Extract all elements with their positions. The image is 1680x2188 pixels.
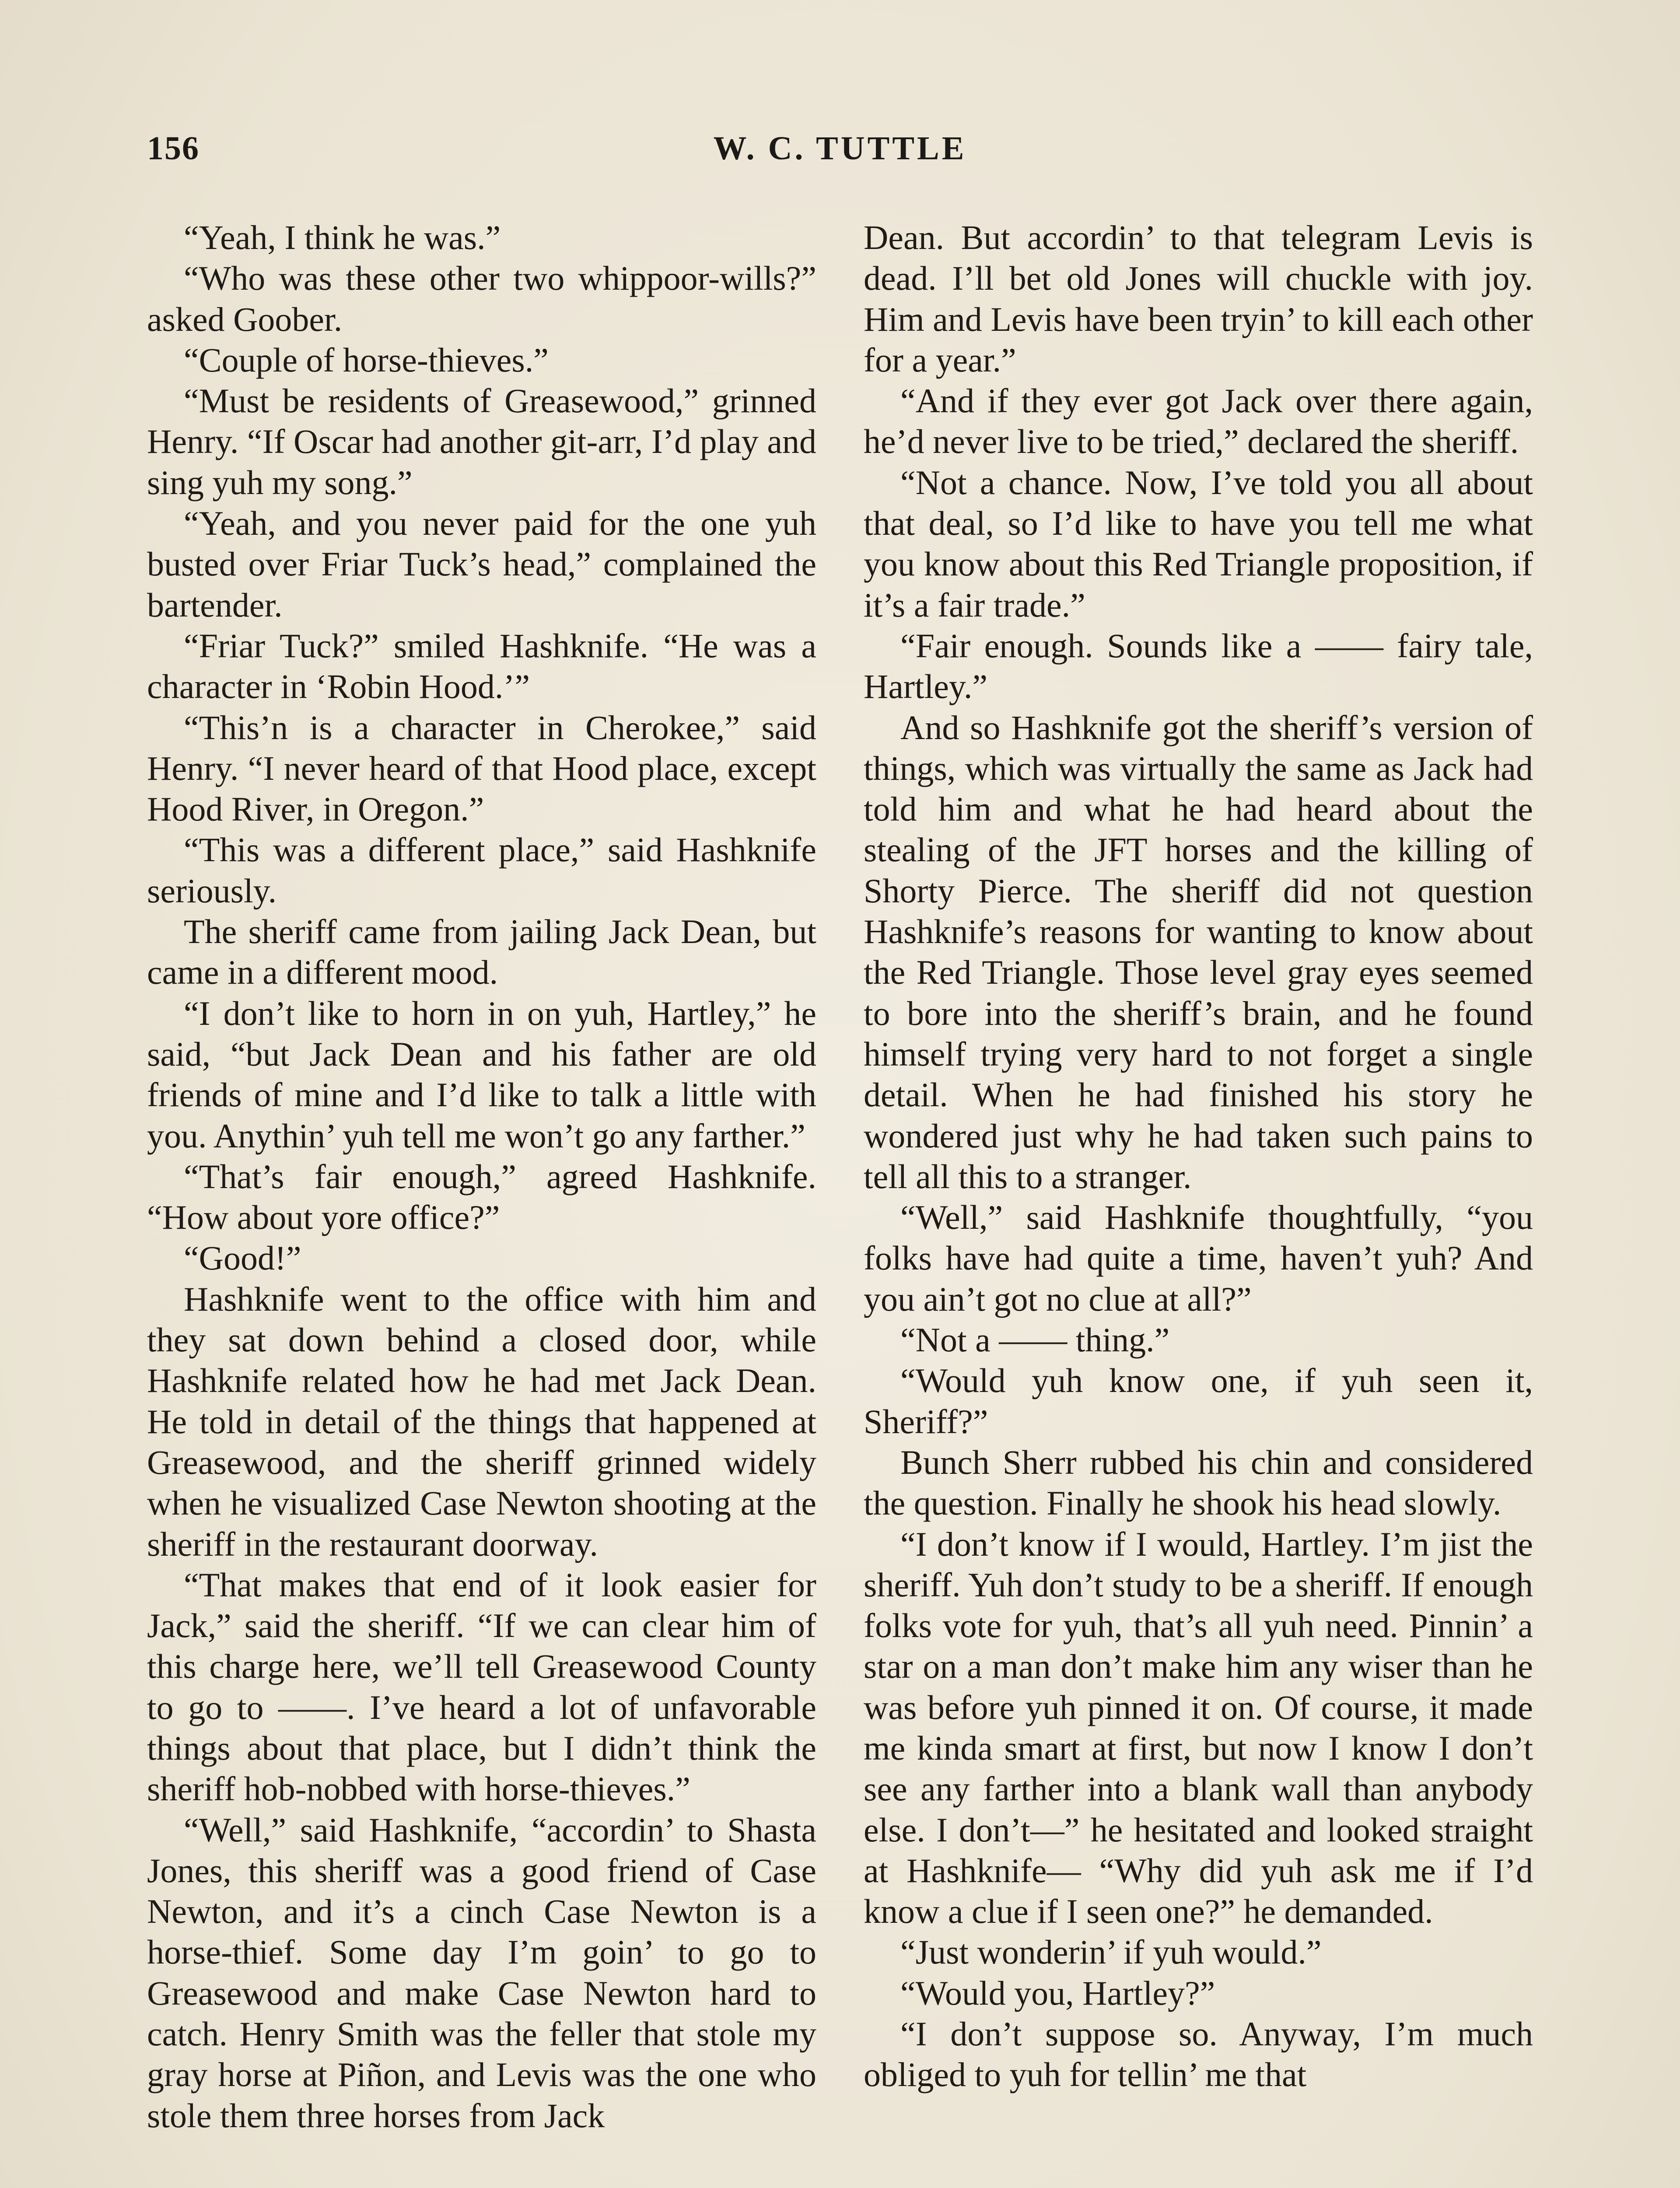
- paragraph: “That’s fair enough,” agreed Hashknife. “How about yore office?”: [147, 1157, 816, 1237]
- paragraph: “Well,” said Hashknife thoughtfully, “you folks have had quite a time, haven’t yuh? And you ain’t got no clue at all?”: [864, 1198, 1533, 1318]
- paragraph: “Well,” said Hashknife, “accordin’ to Shasta Jones, this sheriff was a good friend of Case Newton, and it’s a cinch Case Newton is a horse-thief. Some day I’m goin’ to go to Greasewood and make Case Newton hard to catch. Henry Smith was the feller that stole my gray horse at Piñon, and Levis was the one who stole them three horses from Jack: [147, 1810, 816, 2135]
- text-columns: [147, 217, 1533, 2188]
- paragraph: “Just wonderin’ if yuh would.”: [900, 1933, 1322, 1971]
- left-column: [147, 217, 816, 2188]
- paragraph: “Friar Tuck?” smiled Hashknife. “He was a character in ‘Robin Hood.’”: [147, 626, 816, 706]
- paragraph: “I don’t like to horn in on yuh, Hartley,” he said, “but Jack Dean and his father are old friends of mine and I’d like to talk a little with you. Anythin’ yuh tell me won’t go any farther.”: [147, 994, 816, 1155]
- paragraph: “This was a different place,” said Hashknife seriously.: [147, 831, 816, 910]
- paragraph: “Yeah, and you never paid for the one yuh busted over Friar Tuck’s head,” complained the bartender.: [147, 504, 816, 624]
- paragraph: “Not a —— thing.”: [900, 1321, 1170, 1359]
- paragraph: “Couple of horse-thieves.”: [184, 340, 549, 379]
- paragraph: “Yeah, I think he was.”: [184, 218, 501, 256]
- paragraph: “Would yuh know one, if yuh seen it, Sheriff?”: [864, 1361, 1533, 1441]
- page-header: [147, 130, 1533, 178]
- right-column: [864, 217, 1533, 2188]
- paragraph: “Would you, Hartley?”: [900, 1974, 1215, 2012]
- paragraph: And so Hashknife got the sheriff’s version of things, which was virtually the same as Jack had told him and what he had heard about the stealing of the JFT horses and the killing of Shorty Pierce. The sheriff did not question Hashknife’s reasons for wanting to know about the Red Triangle. Those level gray eyes seemed to bore into the sheriff’s brain, and he found himself trying very hard to not forget a single detail. When he had finished his story he wondered just why he had taken such pains to tell all this to a stranger.: [864, 708, 1533, 1196]
- running-head: W. C. TUTTLE: [713, 130, 967, 167]
- paragraph: “Fair enough. Sounds like a —— fairy tale, Hartley.”: [864, 626, 1533, 706]
- page-number: 156: [147, 130, 200, 167]
- paragraph: The sheriff came from jailing Jack Dean, but came in a different mood.: [147, 912, 816, 992]
- paragraph: “This’n is a character in Cherokee,” said Henry. “I never heard of that Hood place, except Hood River, in Oregon.”: [147, 708, 816, 828]
- paragraph-continuation: Dean. But accordin’ to that telegram Levis is dead. I’ll bet old Jones will chuckle with joy. Him and Levis have been tryin’ to kill each other for a year.”: [864, 218, 1533, 379]
- paragraph: Bunch Sherr rubbed his chin and considered the question. Finally he shook his head slowly.: [864, 1443, 1533, 1522]
- paragraph: “And if they ever got Jack over there again, he’d never live to be tried,” declared the sheriff.: [864, 382, 1533, 461]
- paragraph: “Must be residents of Greasewood,” grinned Henry. “If Oscar had another git-arr, I’d play and sing yuh my song.”: [147, 382, 816, 501]
- paragraph: “I don’t know if I would, Hartley. I’m jist the sheriff. Yuh don’t study to be a sheriff. If enough folks vote for yuh, that’s all yuh need. Pinnin’ a star on a man don’t make him any wiser than he was before yuh pinned it on. Of course, it made me kinda smart at first, but now I know I don’t see any farther into a blank wall than anybody else. I don’t—” he hesitated and looked straight at Hashknife— “Why did yuh ask me if I’d know a clue if I seen one?” he demanded.: [864, 1525, 1533, 1931]
- paragraph: “That makes that end of it look easier for Jack,” said the sheriff. “If we can clear him of this charge here, we’ll tell Greasewood County to go to ——. I’ve heard a lot of unfavorable things about that place, but I didn’t think the sheriff hob-nobbed with horse-thieves.”: [147, 1565, 816, 1808]
- paragraph: “Who was these other two whippoor-wills?” asked Goober.: [147, 259, 816, 338]
- paragraph: “I don’t suppose so. Anyway, I’m much obliged to yuh for tellin’ me that: [864, 2015, 1533, 2094]
- paragraph: “Good!”: [184, 1239, 301, 1277]
- paragraph: “Not a chance. Now, I’ve told you all about that deal, so I’d like to have you tell me what you know about this Red Triangle proposition, if it’s a fair trade.”: [864, 463, 1533, 624]
- paragraph: Hashknife went to the office with him and they sat down behind a closed door, while Hashknife related how he had met Jack Dean. He told in detail of the things that happened at Greasewood, and the sheriff grinned widely when he visualized Case Newton shooting at the sheriff in the restaurant doorway.: [147, 1280, 816, 1563]
